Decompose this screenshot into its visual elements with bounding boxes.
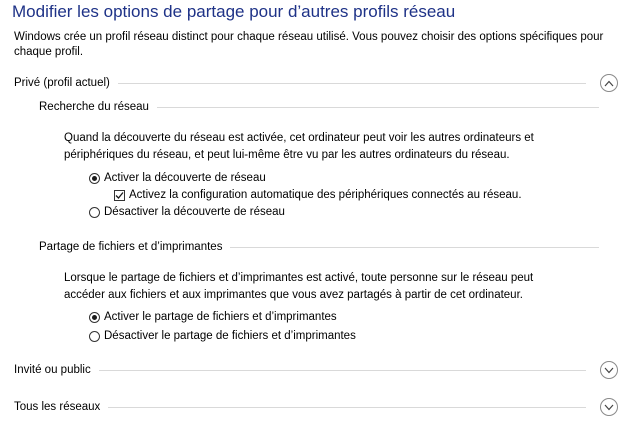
auto-config-checkbox[interactable] xyxy=(114,190,125,201)
network-discovery-header xyxy=(39,98,599,116)
subsection-divider xyxy=(157,107,599,108)
section-divider xyxy=(108,407,586,408)
section-guest-header[interactable] xyxy=(14,360,618,380)
network-discovery-off-option[interactable] xyxy=(89,206,285,218)
file-sharing-off-label[interactable]: Désactiver le partage de fichiers et d’imprimantes xyxy=(104,330,356,342)
chevron-down-icon[interactable] xyxy=(600,398,618,416)
network-discovery-off-radio[interactable] xyxy=(89,207,100,218)
file-sharing-on-label[interactable]: Activer le partage de fichiers et d’imprimantes xyxy=(104,311,337,323)
file-sharing-header xyxy=(39,238,599,256)
section-divider xyxy=(118,83,586,84)
section-private-header[interactable] xyxy=(14,73,618,93)
network-discovery-heading: Recherche du réseau xyxy=(39,101,149,113)
file-sharing-description: Lorsque le partage de fichiers et d’imprimantes est activé, toute personne sur le réseau peut accéder aux fichiers et aux imprimantes que vous avez partagés à partir de cet ordinateur. xyxy=(64,272,534,301)
file-sharing-off-radio[interactable] xyxy=(89,331,100,342)
network-discovery-description: Quand la découverte du réseau est activée, cet ordinateur peut voir les autres ordinateurs et périphériques du réseau, et peut lui-même être vu par les autres ordinateurs du réseau. xyxy=(64,132,534,161)
section-private-label: Privé (profil actuel) xyxy=(14,77,110,89)
file-sharing-off-option[interactable] xyxy=(89,330,356,342)
network-discovery-on-label[interactable]: Activer la découverte de réseau xyxy=(104,172,266,184)
section-all-header[interactable] xyxy=(14,397,618,417)
section-all-label: Tous les réseaux xyxy=(14,401,101,413)
page-title: Modifier les options de partage pour d’autres profils réseau xyxy=(12,2,456,21)
network-discovery-on-radio[interactable] xyxy=(89,173,100,184)
page-intro: Windows crée un profil réseau distinct pour chaque réseau utilisé. Vous pouvez choisir des options spécifiques pour chaque profil. xyxy=(14,31,604,58)
file-sharing-heading: Partage de fichiers et d’imprimantes xyxy=(39,241,223,253)
checkmark-icon xyxy=(115,191,124,200)
file-sharing-on-radio[interactable] xyxy=(89,312,100,323)
auto-config-option[interactable] xyxy=(114,189,522,201)
chevron-up-icon[interactable] xyxy=(600,74,618,92)
network-discovery-off-label[interactable]: Désactiver la découverte de réseau xyxy=(104,206,285,218)
section-guest-label: Invité ou public xyxy=(14,364,91,376)
subsection-divider xyxy=(230,247,599,248)
chevron-down-icon[interactable] xyxy=(600,361,618,379)
network-discovery-on-option[interactable] xyxy=(89,172,266,184)
auto-config-label[interactable]: Activez la configuration automatique des périphériques connectés au réseau. xyxy=(129,189,522,201)
file-sharing-on-option[interactable] xyxy=(89,311,337,323)
section-divider xyxy=(99,370,586,371)
